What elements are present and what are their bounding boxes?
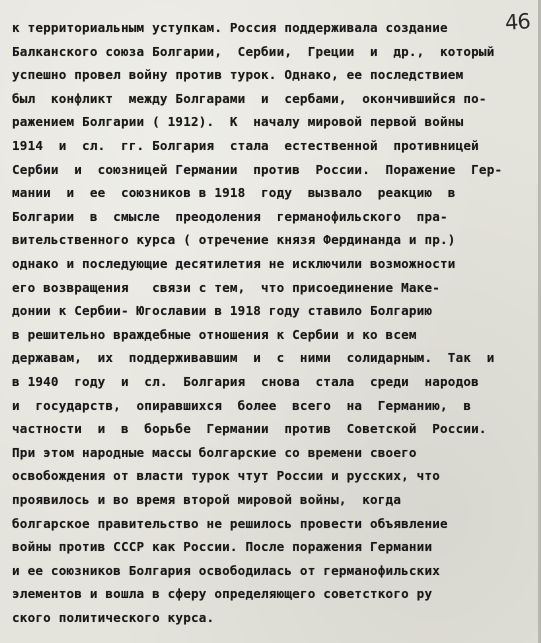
text-line-7: Сербии и союзницей Германии против России. Поражение Гер-: [12, 161, 503, 177]
text-line-24: и ее союзников Болгария освободилась от германофильских: [12, 562, 441, 578]
text-line-25: элементов и вошла в сферу определяющего советсткого ру: [12, 586, 433, 602]
text-line-26: ского политического курса.: [12, 610, 215, 625]
text-line-5: ражением Болгарии ( 1912). К началу мировой первой войны: [12, 114, 464, 130]
text-line-19: При этом народные массы болгарские со времени своего: [12, 444, 417, 460]
text-line-17: и государств, опиравшихся более всего на Германию, в: [12, 397, 472, 413]
text-line-21: проявилось и во время второй мировой войны, когда: [12, 492, 402, 507]
text-line-9: Болгарии в смысле преодоления германофильского пра-: [12, 208, 448, 224]
text-line-10: вительственного курса ( отречение князя Фердинанда и пр.): [12, 232, 456, 248]
text-line-20: освобождения от власти турок чтут России и русских, что: [12, 468, 441, 484]
text-line-22: болгарское правительство не решилось провести объявление: [12, 515, 448, 531]
text-line-13: донии к Сербии- Югославии в 1918 году ставило Болгарию: [12, 303, 433, 319]
text-line-1: к территориальным уступкам. Россия поддерживала создание: [12, 20, 448, 35]
text-line-3: успешно провел войну против турок. Однако, ее последствием: [12, 67, 464, 83]
text-line-11: однако и последующие десятилетия не исключили возможности: [12, 256, 456, 271]
text-line-14: в решительно враждебные отношения к Сербии и ко всем: [12, 326, 417, 342]
text-line-2: Балканского союза Болгарии, Сербии, Греции и др., который: [12, 43, 495, 59]
text-line-4: был конфликт между Болгарами и сербами, окончившийся по-: [12, 90, 487, 106]
text-line-16: в 1940 году и сл. Болгария снова стала среди народов: [12, 374, 479, 389]
page-number: 46: [504, 9, 531, 35]
text-line-6: 1914 и сл. гг. Болгария стала естественной противницей: [12, 138, 479, 153]
text-line-12: его возвращения связи с тем, что присоединение Маке-: [12, 279, 441, 295]
text-line-23: войны против СССР как России. После поражения Германии: [12, 539, 433, 555]
text-line-15: державам, их поддерживавшим и с ними солидарным. Так и: [12, 350, 495, 366]
text-line-8: мании и ее союзников в 1918 году вызвало реакцию в: [12, 185, 456, 201]
text-line-18: частности и в борьбе Германии против Советской России.: [12, 421, 487, 437]
